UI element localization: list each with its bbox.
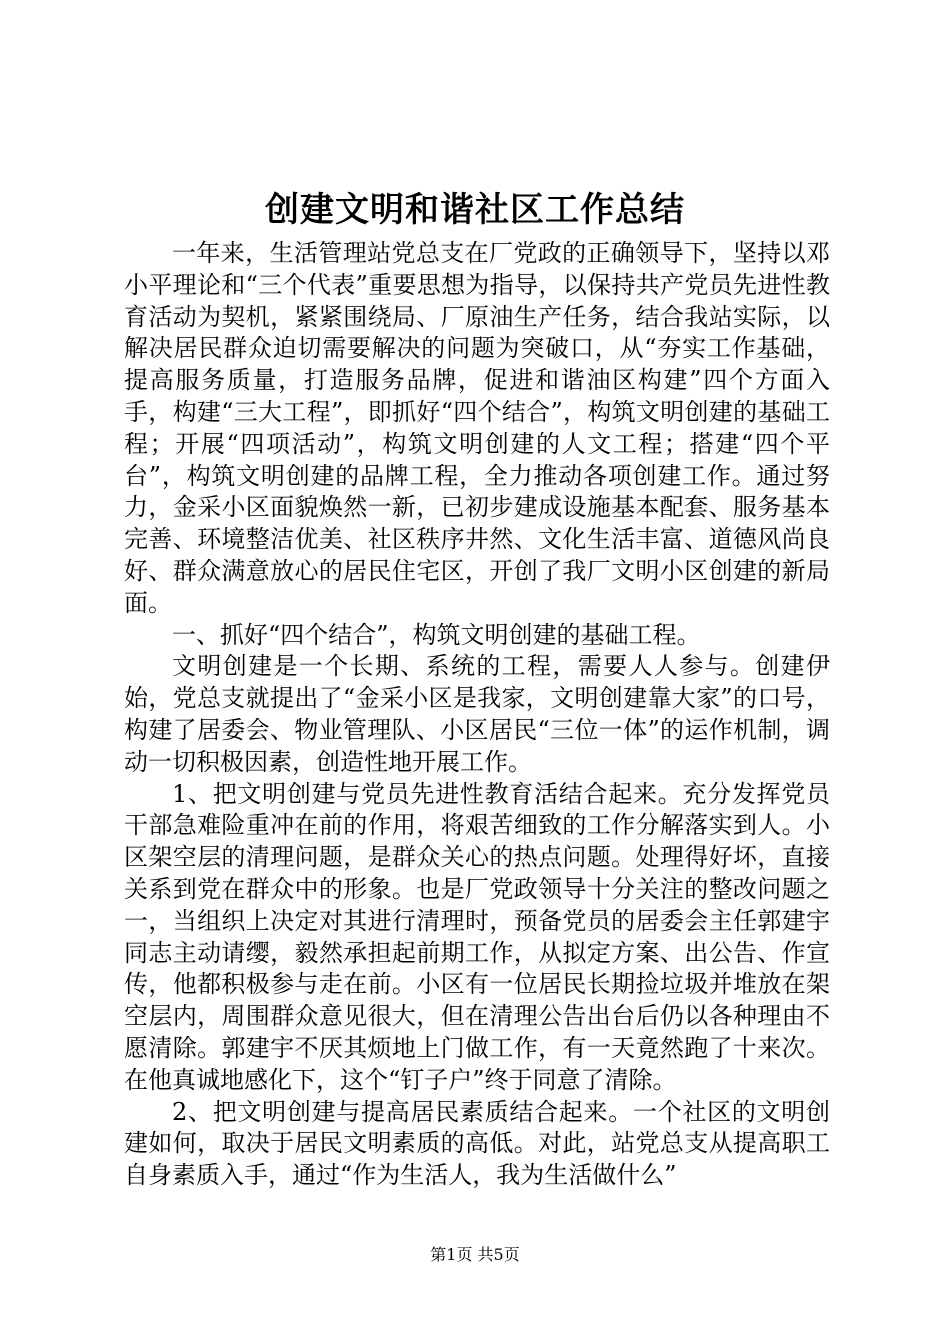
- paragraph-intro: 一年来，生活管理站党总支在厂党政的正确领导下，坚持以邓小平理论和“三个代表”重要思想为指导，以保持共产党员先进性教育活动为契机，紧紧围绕局、厂原油生产任务，结合我站实际，以解决居民群众迫切需要解决的问题为突破口，从“夯实工作基础，提高服务质量，打造服务品牌，促进和谐油区构建”四个方面入手，构建“三大工程”，即抓好“四个结合”，构筑文明创建的基础工程；开展“四项活动”，构筑文明创建的人文工程；搭建“四个平台”，构筑文明创建的品牌工程，全力推动各项创建工作。通过努力，金采小区面貌焕然一新，已初步建成设施基本配套、服务基本完善、环境整洁优美、社区秩序井然、文化生活丰富、道德风尚良好、群众满意放心的居民住宅区，开创了我厂文明小区创建的新局面。: [124, 239, 830, 617]
- document-title: 创建文明和谐社区工作总结: [265, 190, 685, 230]
- section-heading-1: 一、抓好“四个结合”，构筑文明创建的基础工程。: [172, 620, 701, 649]
- document-body: [124, 238, 830, 1192]
- paragraph-item-2: 2、把文明创建与提高居民素质结合起来。一个社区的文明创建如何，取决于居民文明素质的高低。对此，站党总支从提高职工自身素质入手，通过“作为生活人，我为生活做什么”: [124, 1097, 830, 1190]
- page-number-footer: 第1页 共5页: [430, 1245, 520, 1264]
- paragraph-item-1: 1、把文明创建与党员先进性教育活结合起来。充分发挥党员干部急难险重冲在前的作用，将艰苦细致的工作分解落实到人。小区架空层的清理问题，是群众关心的热点问题。处理得好坏，直接关系到党在群众中的形象。也是厂党政领导十分关注的整改问题之一，当组织上决定对其进行清理时，预备党员的居委会主任郭建宇同志主动请缨，毅然承担起前期工作，从拟定方案、出公告、作宣传，他都积极参与走在前。小区有一位居民长期捡垃圾并堆放在架空层内，周围群众意见很大，但在清理公告出台后仍以各种理由不愿清除。郭建宇不厌其烦地上门做工作，有一天竟然跑了十来次。在他真诚地感化下，这个“钉子户”终于同意了清除。: [124, 779, 830, 1094]
- paragraph-section-1-intro: 文明创建是一个长期、系统的工程，需要人人参与。创建伊始，党总支就提出了“金采小区是我家，文明创建靠大家”的口号，构建了居委会、物业管理队、小区居民“三位一体”的运作机制，调动一切积极因素，创造性地开展工作。: [124, 652, 830, 776]
